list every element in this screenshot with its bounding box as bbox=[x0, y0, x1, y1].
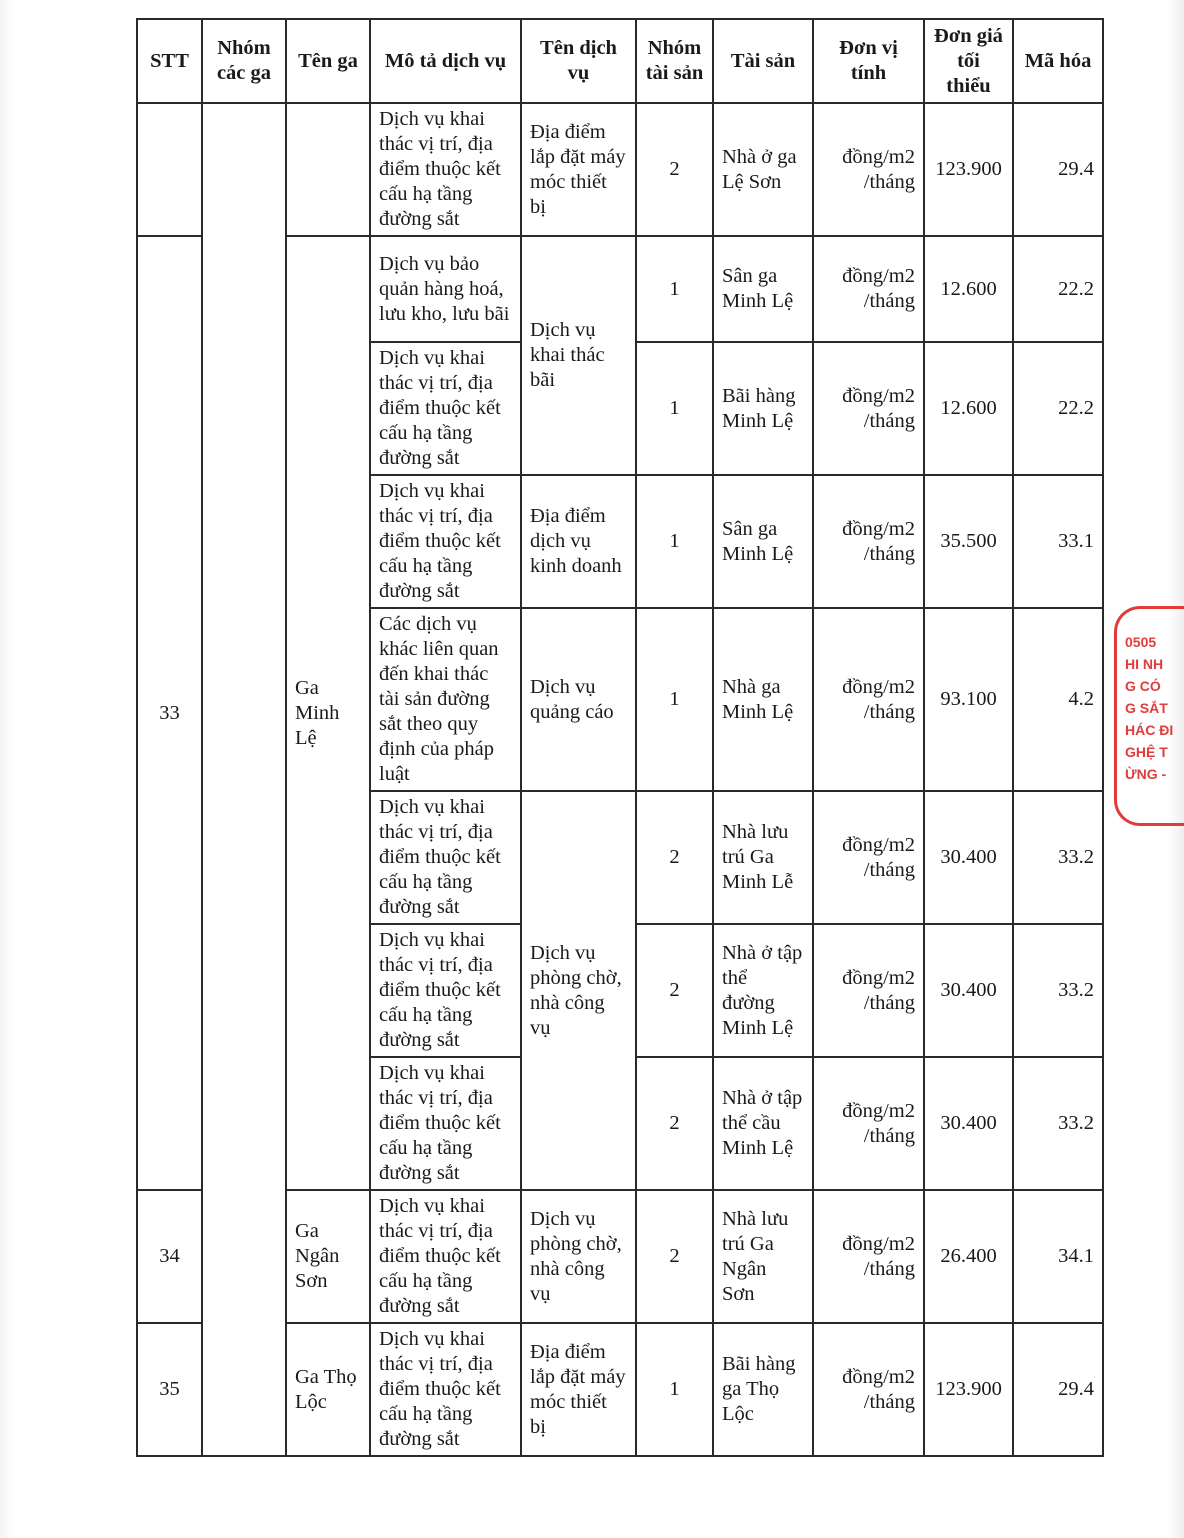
service-description-cell: Dịch vụ bảo quản hàng hoá, lưu kho, lưu bãi bbox=[370, 236, 521, 342]
service-name-cell: Địa điểm dịch vụ kinh doanh bbox=[521, 475, 636, 608]
code-cell: 33.2 bbox=[1013, 791, 1103, 924]
service-description-cell: Dịch vụ khai thác vị trí, địa điểm thuộc kết cấu hạ tầng đường sắt bbox=[370, 103, 521, 236]
stamp-line: G CÓ bbox=[1125, 678, 1161, 694]
service-description-cell: Các dịch vụ khác liên quan đến khai thác tài sản đường sắt theo quy định của pháp luật bbox=[370, 608, 521, 791]
service-description-cell: Dịch vụ khai thác vị trí, địa điểm thuộc kết cấu hạ tầng đường sắt bbox=[370, 1190, 521, 1323]
asset-cell: Sân ga Minh Lệ bbox=[713, 475, 813, 608]
asset-group-cell: 2 bbox=[636, 791, 713, 924]
code-cell: 4.2 bbox=[1013, 608, 1103, 791]
service-description-cell: Dịch vụ khai thác vị trí, địa điểm thuộc kết cấu hạ tầng đường sắt bbox=[370, 342, 521, 475]
stamp-line: HÁC ĐI bbox=[1125, 722, 1174, 738]
asset-group-cell: 2 bbox=[636, 1190, 713, 1323]
station-group-cell bbox=[202, 103, 286, 1456]
price-cell: 26.400 bbox=[924, 1190, 1013, 1323]
header-service-description: Mô tả dịch vụ bbox=[370, 19, 521, 103]
asset-group-cell: 1 bbox=[636, 236, 713, 342]
asset-cell: Nhà ở ga Lệ Sơn bbox=[713, 103, 813, 236]
asset-cell: Bãi hàng ga Thọ Lộc bbox=[713, 1323, 813, 1456]
unit-cell: đồng/m2 /tháng bbox=[813, 475, 924, 608]
stamp-line: GHỆ T bbox=[1125, 744, 1168, 760]
price-cell: 93.100 bbox=[924, 608, 1013, 791]
code-cell: 29.4 bbox=[1013, 1323, 1103, 1456]
service-name-cell: Dịch vụ khai thác bãi bbox=[521, 236, 636, 475]
price-cell: 30.400 bbox=[924, 924, 1013, 1057]
code-cell: 33.1 bbox=[1013, 475, 1103, 608]
code-cell: 33.2 bbox=[1013, 1057, 1103, 1190]
unit-cell: đồng/m2 /tháng bbox=[813, 791, 924, 924]
header-asset-group: Nhóm tài sản bbox=[636, 19, 713, 103]
asset-cell: Nhà ở tập thể cầu Minh Lệ bbox=[713, 1057, 813, 1190]
price-cell: 12.600 bbox=[924, 342, 1013, 475]
price-cell: 123.900 bbox=[924, 103, 1013, 236]
unit-cell: đồng/m2 /tháng bbox=[813, 1323, 924, 1456]
table-header-row bbox=[137, 19, 1103, 103]
station-cell bbox=[286, 103, 370, 236]
asset-group-cell: 1 bbox=[636, 608, 713, 791]
service-description-cell: Dịch vụ khai thác vị trí, địa điểm thuộc kết cấu hạ tầng đường sắt bbox=[370, 1057, 521, 1190]
stamp-line: HI NH bbox=[1125, 656, 1164, 672]
asset-cell: Nhà ở tập thể đường Minh Lệ bbox=[713, 924, 813, 1057]
service-name-cell: Địa điểm lắp đặt máy móc thiết bị bbox=[521, 1323, 636, 1456]
price-cell: 30.400 bbox=[924, 791, 1013, 924]
stamp-line: 0505 bbox=[1125, 634, 1157, 650]
price-cell: 12.600 bbox=[924, 236, 1013, 342]
asset-cell: Nhà lưu trú Ga Ngân Sơn bbox=[713, 1190, 813, 1323]
header-unit: Đơn vị tính bbox=[813, 19, 924, 103]
service-description-cell: Dịch vụ khai thác vị trí, địa điểm thuộc kết cấu hạ tầng đường sắt bbox=[370, 1323, 521, 1456]
service-name-cell: Dịch vụ phòng chờ, nhà công vụ bbox=[521, 1190, 636, 1323]
header-asset: Tài sản bbox=[713, 19, 813, 103]
service-description-cell: Dịch vụ khai thác vị trí, địa điểm thuộc kết cấu hạ tầng đường sắt bbox=[370, 924, 521, 1057]
code-cell: 34.1 bbox=[1013, 1190, 1103, 1323]
stt-cell: 34 bbox=[137, 1190, 202, 1323]
price-cell: 35.500 bbox=[924, 475, 1013, 608]
asset-group-cell: 2 bbox=[636, 1057, 713, 1190]
asset-group-cell: 1 bbox=[636, 475, 713, 608]
header-station-group: Nhóm các ga bbox=[202, 19, 286, 103]
stamp-line: G SẮT bbox=[1125, 700, 1168, 716]
asset-cell: Bãi hàng Minh Lệ bbox=[713, 342, 813, 475]
code-cell: 22.2 bbox=[1013, 236, 1103, 342]
stamp-line: ỪNG - bbox=[1125, 766, 1167, 782]
unit-cell: đồng/m2 /tháng bbox=[813, 924, 924, 1057]
header-min-price: Đơn giá tối thiểu bbox=[924, 19, 1013, 103]
asset-group-cell: 1 bbox=[636, 1323, 713, 1456]
station-cell: Ga Ngân Sơn bbox=[286, 1190, 370, 1323]
service-description-cell: Dịch vụ khai thác vị trí, địa điểm thuộc kết cấu hạ tầng đường sắt bbox=[370, 475, 521, 608]
station-cell: Ga Minh Lệ bbox=[286, 236, 370, 1190]
table-row bbox=[137, 103, 1103, 236]
unit-cell: đồng/m2 /tháng bbox=[813, 608, 924, 791]
unit-cell: đồng/m2 /tháng bbox=[813, 1057, 924, 1190]
unit-cell: đồng/m2 /tháng bbox=[813, 236, 924, 342]
service-name-cell: Địa điểm lắp đặt máy móc thiết bị bbox=[521, 103, 636, 236]
price-cell: 30.400 bbox=[924, 1057, 1013, 1190]
header-stt: STT bbox=[137, 19, 202, 103]
price-cell: 123.900 bbox=[924, 1323, 1013, 1456]
asset-group-cell: 1 bbox=[636, 342, 713, 475]
red-seal-stamp bbox=[1114, 606, 1184, 826]
stt-cell: 35 bbox=[137, 1323, 202, 1456]
unit-cell: đồng/m2 /tháng bbox=[813, 342, 924, 475]
header-station-name: Tên ga bbox=[286, 19, 370, 103]
price-table bbox=[136, 18, 1104, 1457]
asset-cell: Nhà lưu trú Ga Minh Lễ bbox=[713, 791, 813, 924]
stt-cell: 33 bbox=[137, 236, 202, 1190]
stt-cell bbox=[137, 103, 202, 236]
station-cell: Ga Thọ Lộc bbox=[286, 1323, 370, 1456]
service-name-cell: Dịch vụ quảng cáo bbox=[521, 608, 636, 791]
asset-group-cell: 2 bbox=[636, 103, 713, 236]
service-description-cell: Dịch vụ khai thác vị trí, địa điểm thuộc kết cấu hạ tầng đường sắt bbox=[370, 791, 521, 924]
unit-cell: đồng/m2 /tháng bbox=[813, 103, 924, 236]
code-cell: 33.2 bbox=[1013, 924, 1103, 1057]
code-cell: 29.4 bbox=[1013, 103, 1103, 236]
service-name-cell: Dịch vụ phòng chờ, nhà công vụ bbox=[521, 791, 636, 1190]
asset-cell: Nhà ga Minh Lệ bbox=[713, 608, 813, 791]
asset-cell: Sân ga Minh Lệ bbox=[713, 236, 813, 342]
header-service-name: Tên dịch vụ bbox=[521, 19, 636, 103]
header-code: Mã hóa bbox=[1013, 19, 1103, 103]
unit-cell: đồng/m2 /tháng bbox=[813, 1190, 924, 1323]
asset-group-cell: 2 bbox=[636, 924, 713, 1057]
code-cell: 22.2 bbox=[1013, 342, 1103, 475]
